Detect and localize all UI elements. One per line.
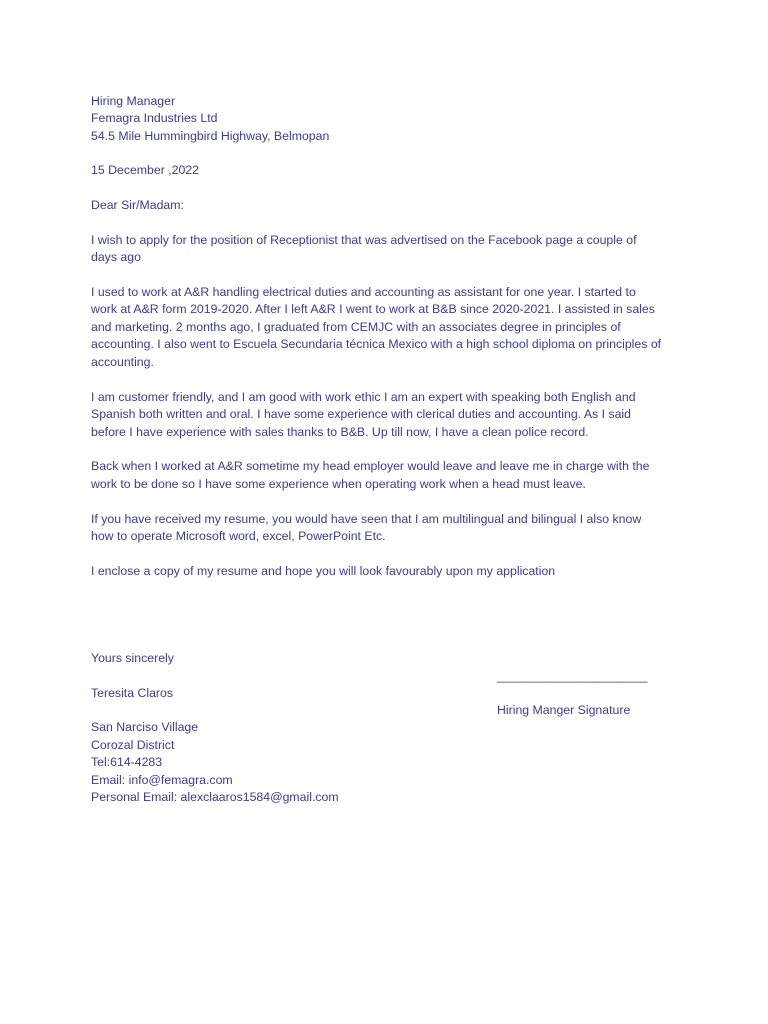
body-line: I wish to apply for the position of Receptionist that was advertised on the Facebook page a couple of <box>91 233 637 247</box>
body-line: days ago <box>91 250 141 264</box>
body-line: how to operate Microsoft word, excel, PowerPoint Etc. <box>91 529 386 543</box>
body-line: Back when I worked at A&R sometime my head employer would leave and leave me in charge with the <box>91 459 650 473</box>
signature-line: ______________________ <box>497 669 648 683</box>
signature-label: Hiring Manger Signature <box>497 703 631 717</box>
salutation: Dear Sir/Madam: <box>91 198 184 212</box>
body-line: and marketing. 2 months ago, I graduated from CEMJC with an associates degree in principles of <box>91 320 621 334</box>
recipient-title: Hiring Manager <box>91 94 176 108</box>
letter-date: 15 December ,2022 <box>91 163 200 177</box>
body-line: If you have received my resume, you would have seen that I am multilingual and bilingual I also know <box>91 512 642 526</box>
recipient-company: Femagra Industries Ltd <box>91 111 218 125</box>
sender-personal-email: Personal Email: alexclaaros1584@gmail.com <box>91 790 339 804</box>
body-line: work to be done so I have some experience when operating work when a head must leave. <box>91 477 586 491</box>
sender-name: Teresita Claros <box>91 686 174 700</box>
closing: Yours sincerely <box>91 651 174 665</box>
body-line: accounting. <box>91 355 154 369</box>
sender-district: Corozal District <box>91 738 175 752</box>
body-line: before I have experience with sales thanks to B&B. Up till now, I have a clean police record. <box>91 425 589 439</box>
body-line: Spanish both written and oral. I have some experience with clerical duties and accounting. As I said <box>91 407 632 421</box>
body-line: I used to work at A&R handling electrical duties and accounting as assistant for one year. I started to <box>91 285 636 299</box>
sender-tel: Tel:614-4283 <box>91 755 163 769</box>
body-line: work at A&R form 2019-2020. After I left A&R I went to work at B&B since 2020-2021. I assisted in sales <box>91 302 655 316</box>
sender-village: San Narciso Village <box>91 720 199 734</box>
body-line: I am customer friendly, and I am good with work ethic I am an expert with speaking both English and <box>91 390 636 404</box>
sender-email: Email: info@femagra.com <box>91 773 233 787</box>
body-line: I enclose a copy of my resume and hope you will look favourably upon my application <box>91 564 556 578</box>
body-line: accounting. I also went to Escuela Secundaria técnica Mexico with a high school diploma on principles of <box>91 337 662 351</box>
recipient-address: 54.5 Mile Hummingbird Highway, Belmopan <box>91 129 330 143</box>
